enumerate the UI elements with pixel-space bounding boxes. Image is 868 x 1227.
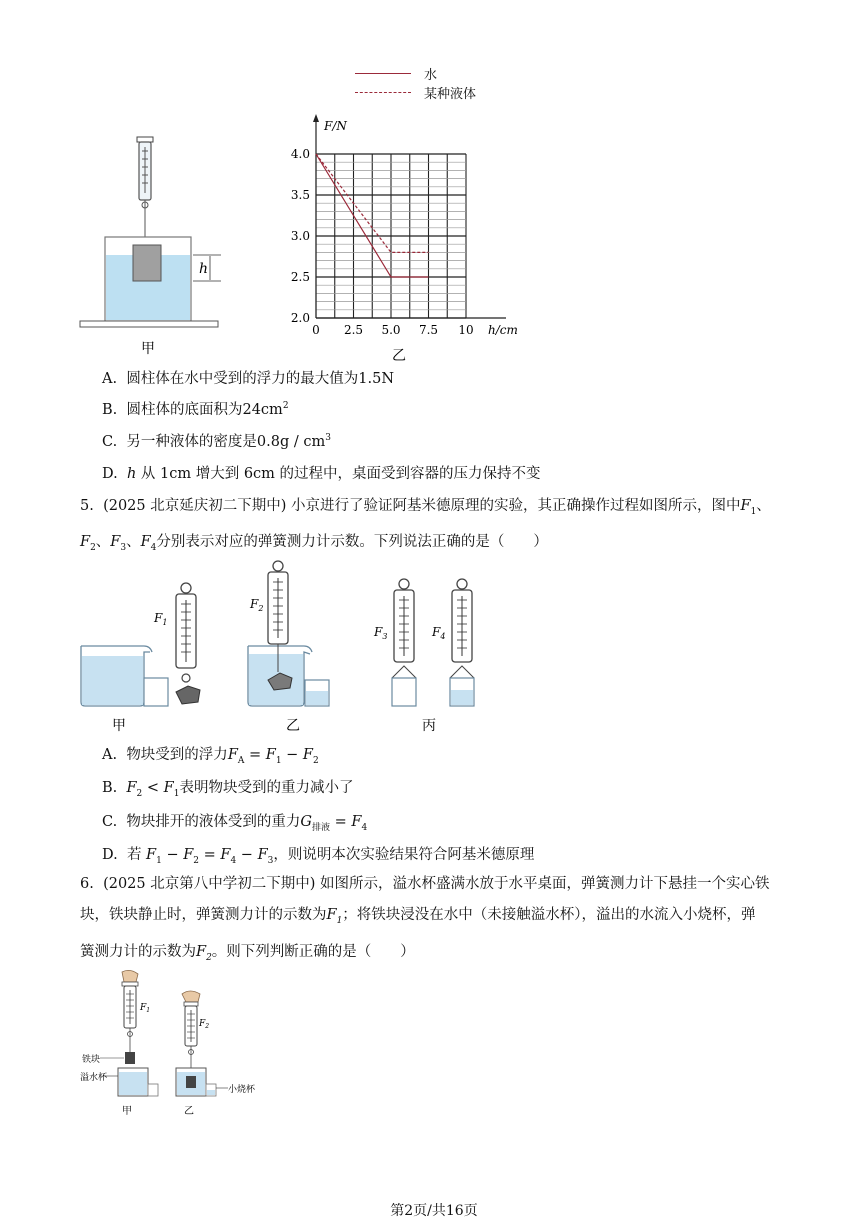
svg-text:F1: $F_1$	[154, 611, 168, 627]
q6-stem: 6. (2025 北京第八中学初二下期中) 如图所示，溢水杯盛满水放于水平桌面，弹簧测力计下悬挂一个实心铁 块，铁块静止时，弹簧测力计的示数为$F_1$；将铁块浸没在水中（未接触溢水杯），溢出的水流入小烧杯，弹 簧测力计的示数为$F_2$。则下列判断正确的是（ ）	[80, 876, 770, 963]
q6-label-iron: 铁块	[82, 1055, 101, 1065]
legend	[355, 64, 505, 104]
legend-water: 水	[424, 68, 438, 83]
legend-liquid: 某种液体	[424, 87, 477, 102]
q4-option-a[interactable]: A. 圆柱体在水中受到的浮力的最大值为1.5N	[102, 371, 395, 387]
svg-text:F2: $F_2$	[250, 597, 264, 613]
q6-label-small-beaker: 小烧杯	[228, 1085, 256, 1095]
page-footer: 第2页/共16页	[390, 1203, 478, 1219]
q6-figure	[78, 968, 258, 1118]
y-tick-label: 3.0	[290, 229, 310, 243]
x-axis-label: h/cm	[488, 323, 518, 337]
q4-option-d[interactable]: D. h 从 1cm 增大到 6cm 的过程中，桌面受到容器的压力保持不变	[102, 466, 541, 482]
q4-option-b[interactable]: B. 圆柱体的底面积为$24cm^2$	[102, 401, 289, 418]
q5-stem: 5. (2025 北京延庆初二下期中) 小京进行了验证阿基米德原理的实验，其正确操作过程如图所示，图中$F_1$、 $F_2$、$F_3$、$F_4$分别表示对应的弹簧测力计示数。下列说法正确的是（ ）	[80, 498, 771, 553]
x-tick-label: 5.0	[381, 323, 401, 337]
x-tick-label: 10	[458, 323, 474, 337]
x-tick-label: 7.5	[418, 323, 439, 337]
q5-option-c[interactable]: C. 物块排开的液体受到的重力$G_{排液} = F_4$	[102, 814, 368, 833]
fig-jia-label: 甲	[141, 341, 155, 357]
y-tick-label: 2.5	[290, 270, 310, 284]
q5-option-d[interactable]: D. 若 $F_1 - F_2 = F_4 - F_3$，则说明本次实验结果符合阿基米德原理	[102, 847, 535, 866]
y-tick-label: 3.5	[290, 188, 310, 202]
q5-fig-bing: 丙	[422, 718, 436, 734]
q6-label-overflow-cup: 溢水杯	[80, 1073, 108, 1083]
y-axis-arrow	[313, 114, 319, 122]
x-tick-label: 0	[312, 323, 320, 337]
q5-figure	[78, 560, 498, 736]
svg-text:F3: $F_3$	[374, 625, 388, 641]
y-axis-label: F/N	[324, 119, 347, 133]
q4-option-c[interactable]: C. 另一种液体的密度是$0.8g / cm^3$	[102, 433, 331, 450]
q5-fig-jia: 甲	[112, 718, 126, 734]
legend-dashed-line	[355, 92, 411, 93]
h-label: h	[199, 261, 209, 277]
y-tick-label: 2.0	[290, 311, 310, 325]
q6-fig-yi: 乙	[184, 1106, 194, 1117]
figure-jia-beaker	[75, 135, 225, 360]
q5-option-a[interactable]: A. 物块受到的浮力$F_A = F_1 - F_2$	[102, 747, 319, 766]
svg-text:F1: $F_1$	[140, 1003, 151, 1014]
figure-yi-chart	[280, 108, 530, 363]
x-tick-label: 2.5	[343, 323, 364, 337]
q5-fig-yi: 乙	[286, 718, 300, 734]
q6-fig-jia: 甲	[122, 1106, 132, 1117]
y-tick-label: 4.0	[290, 147, 310, 161]
legend-solid-line	[355, 73, 411, 74]
q5-option-b[interactable]: B. $F_2 < F_1$表明物块受到的重力减小了	[102, 780, 354, 799]
svg-text:F4: $F_4$	[432, 625, 446, 641]
fig-yi-label: 乙	[392, 348, 406, 363]
svg-text:F2: $F_2$	[199, 1019, 210, 1030]
